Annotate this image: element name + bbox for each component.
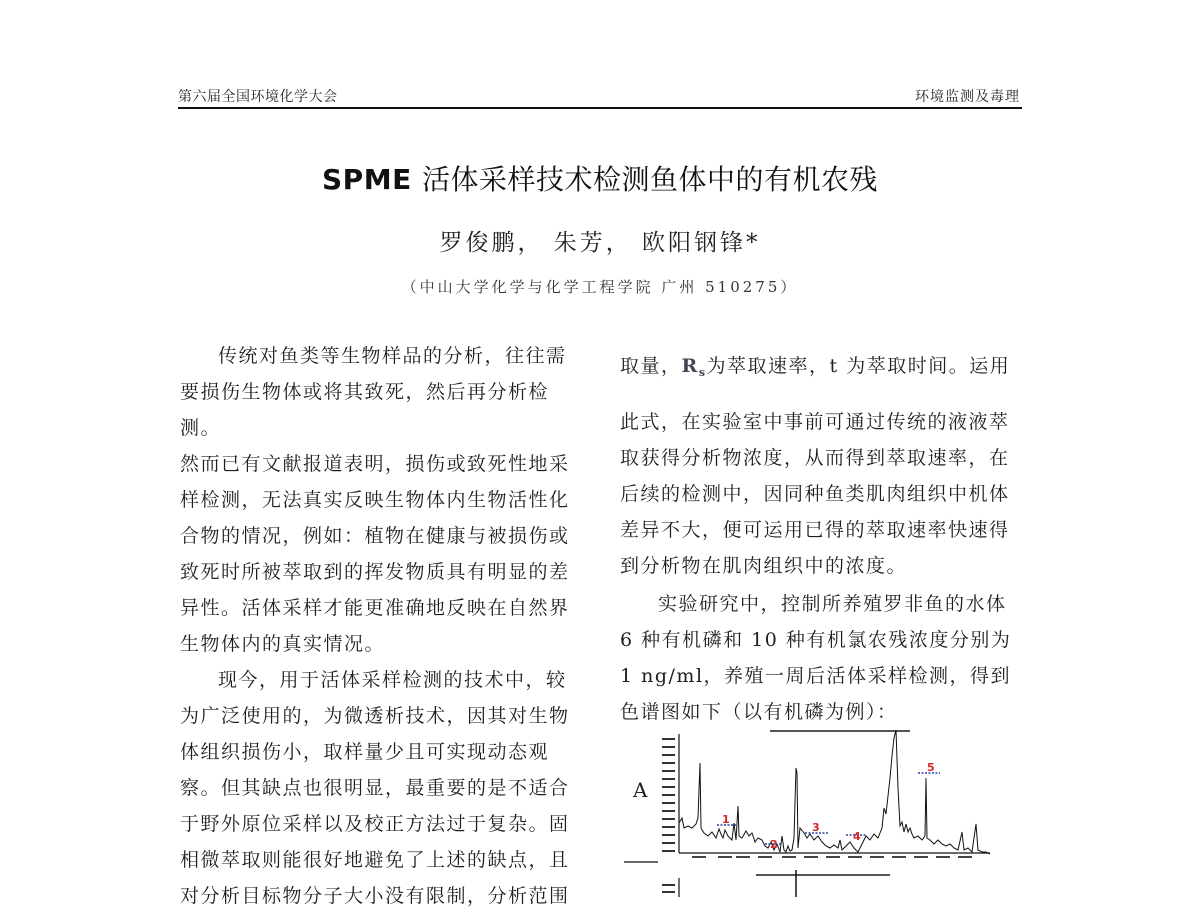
running-header-conference: 第六届全国环境化学大会 [178,89,338,105]
rate-symbol: R [681,355,699,377]
text-run: 为萃取速率，t 为萃取时间。运用 [706,355,1011,377]
paragraph: 此式，在实验室中事前可通过传统的液液萃取获得分析物浓度，从而得到萃取速率，在后续的检测中，因同种鱼类肌肉组织中机体差异不大，便可运用已得的萃取速率快速得到分析物在肌肉组织中的浓度。 [620,411,1010,577]
paper-title [0,158,1200,198]
authors: 罗俊鹏， 朱芳， 欧阳钢锋* [439,230,761,256]
y-axis-ticks [662,738,675,852]
peak-label-3: 3 [812,821,820,834]
peak-markers [717,773,940,844]
right-column-line-1 [620,348,1024,391]
right-column-paragraph-2 [620,404,1024,584]
header-rule [178,107,1022,109]
chromatogram-trace [679,730,990,854]
peak-label-5: 5 [927,761,935,774]
paragraph: 然而已有文献报道表明，损伤或致死性地采样检测，无法真实反映生物体内生物活性化合物的情况，例如：植物在健康与被损伤或致死时所被萃取到的挥发物质具有明显的差异性。活体采样才能更准确地反映在自然界生物体内的真实情况。 [180,453,570,655]
paragraph: 传统对鱼类等生物样品的分析，往往需要损伤生物体或将其致死，然后再分析检测。 [180,345,567,439]
figure-caption-top [770,730,910,732]
peak-label-2: 2 [770,838,778,851]
x-axis-ticks [692,856,972,858]
left-column [180,338,582,914]
text-run: 取量， [620,355,682,377]
chromatogram-figure [622,728,1002,897]
paragraph: 现今，用于活体采样检测的技术中，较为广泛使用的，为微透析技术，因其对生物体组织损伤小，取样量少且可实现动态观察。但其缺点也很明显，最重要的是不适合于野外原位采样以及校正方法过于复杂。固相微萃取则能很好地避免了上述的缺点，且对分析目标物分子大小没有限制，分析范围 [180,669,570,907]
right-column-paragraph-3 [620,586,1024,730]
paragraph: 实验研究中，控制所养殖罗非鱼的水体 6 种有机磷和 10 种有机氯农残浓度分别为 1 ng/ml，养殖一周后活体采样检测，得到色谱图如下（以有机磷为例）： [620,593,1012,723]
peak-label-4: 4 [853,830,861,843]
title-latin: SPME [322,163,412,196]
title-chinese: 活体采样技术检测鱼体中的有机农残 [421,163,878,196]
peak-label-1: 1 [722,813,730,826]
panel-label: A [633,778,648,802]
rate-subscript: s [698,366,707,379]
affiliation: （中山大学化学与化学工程学院 广州 510275） [401,278,799,296]
running-header-section: 环境监测及毒理 [915,89,1020,105]
